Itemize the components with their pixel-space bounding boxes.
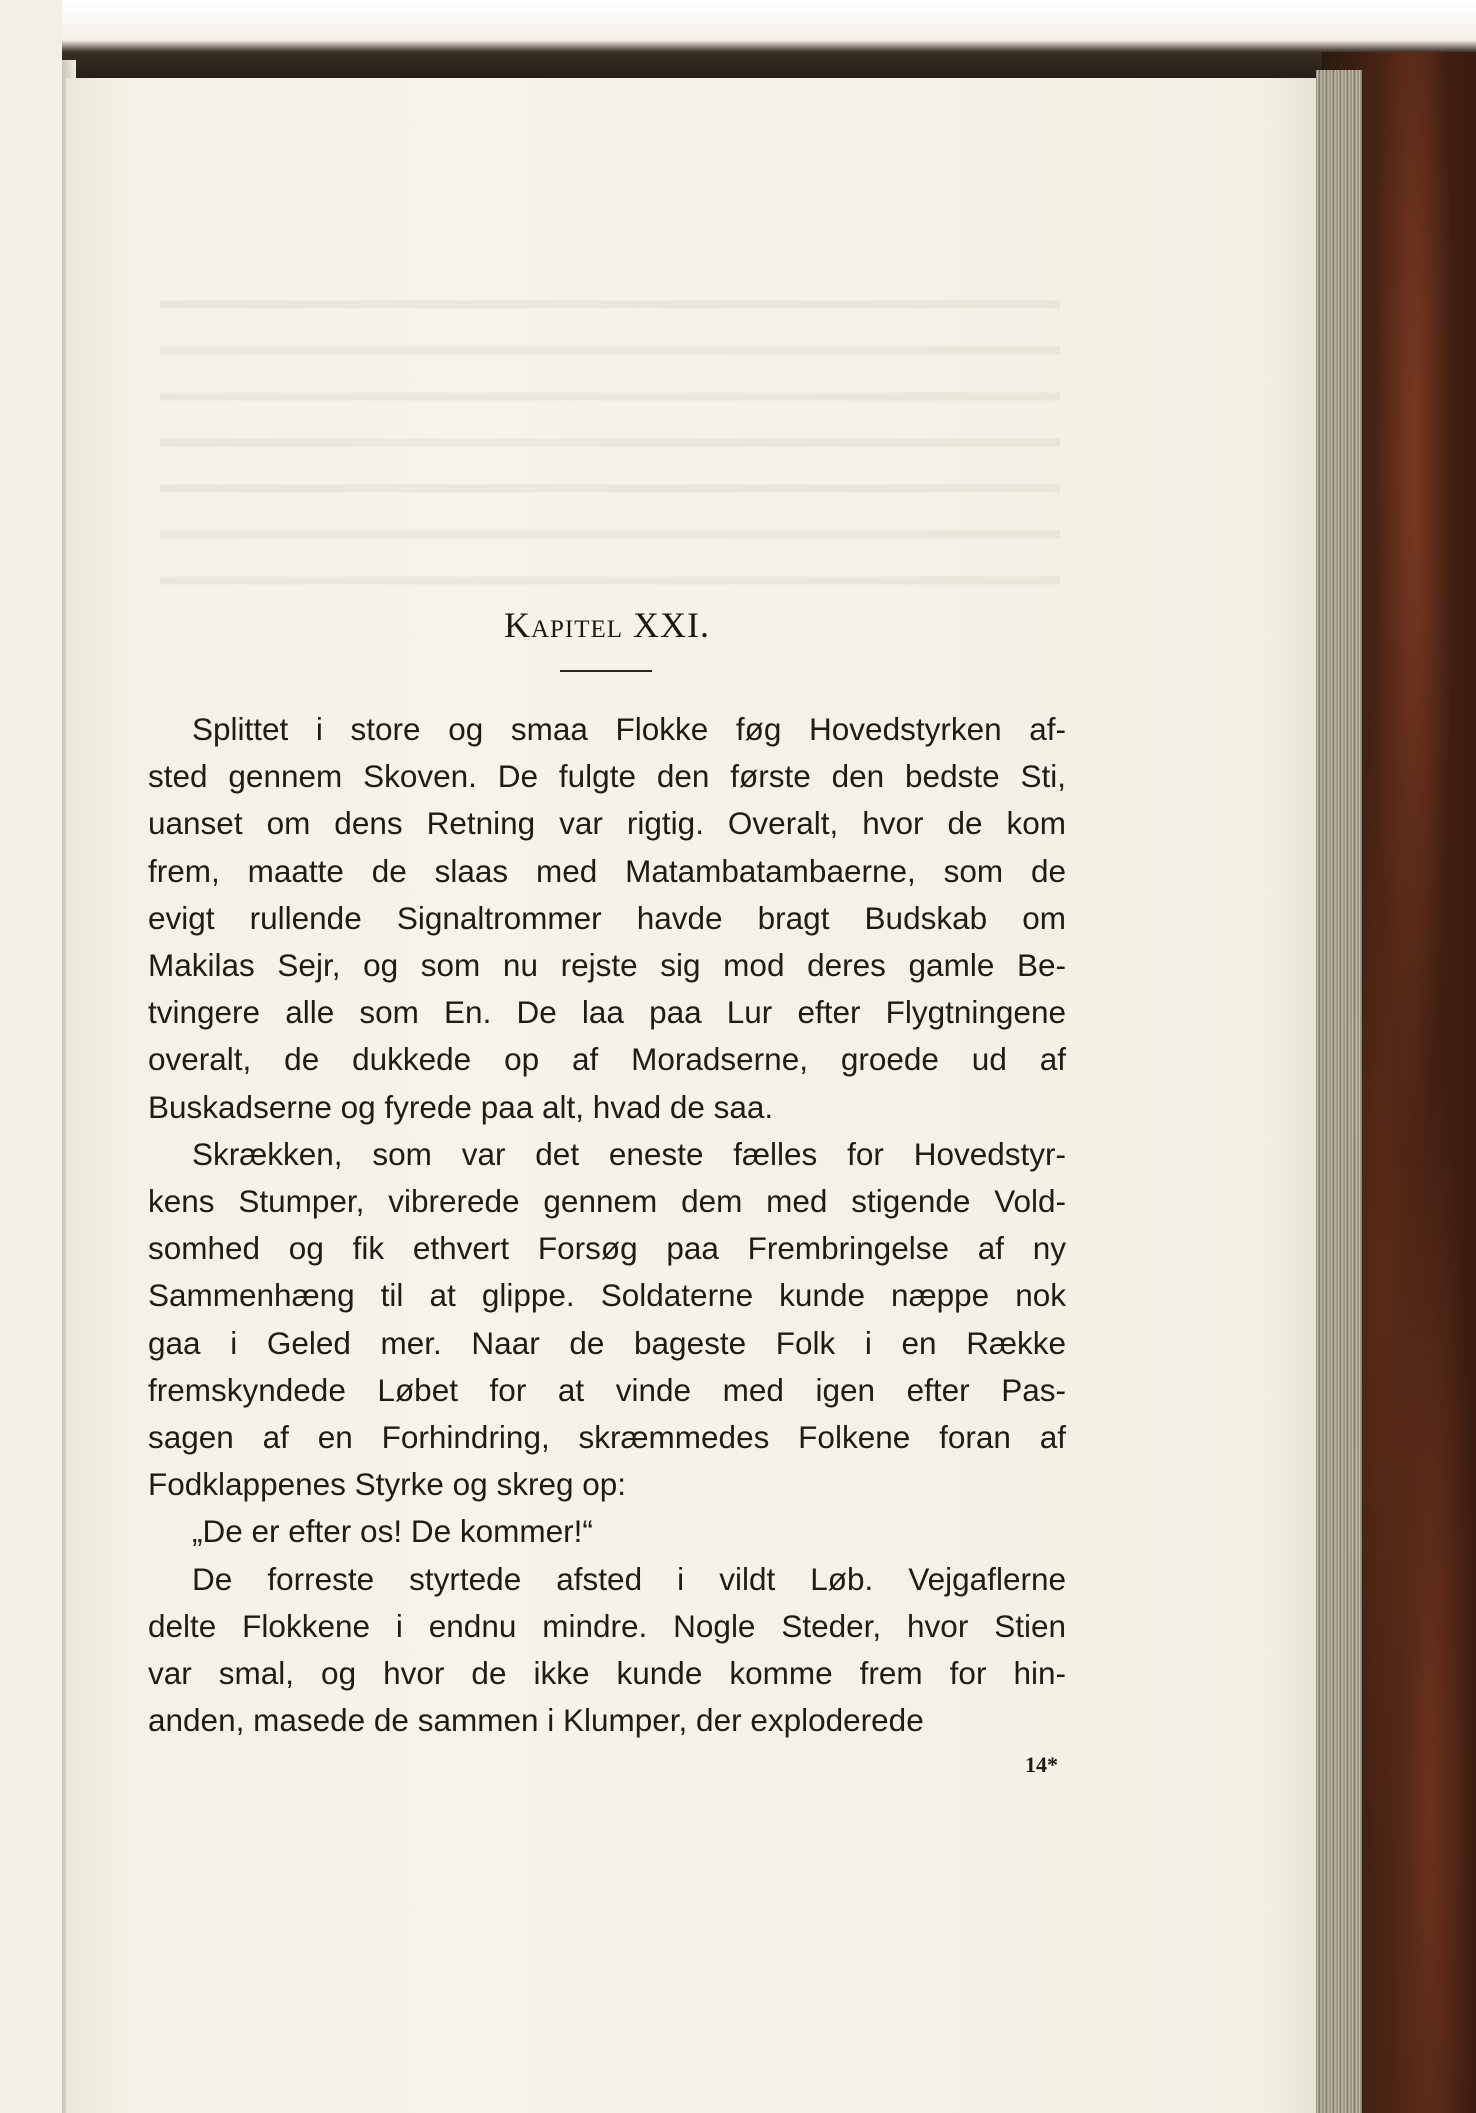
text-line: Fodklappenes Styrke og skreg op: xyxy=(148,1466,627,1503)
text-line: gaa i Geled mer. Naar de bageste Folk i en Række xyxy=(148,1324,1066,1361)
page-edges xyxy=(1316,70,1362,2113)
text-line: Sammenhæng til at glippe. Soldaterne kunde næppe nok xyxy=(148,1277,1066,1314)
text-line: „De er efter os! De kommer!“ xyxy=(192,1513,593,1550)
text-line: frem, maatte de slaas med Matambatambaerne, som de xyxy=(148,852,1066,889)
text-line: sted gennem Skoven. De fulgte den første den bedste Sti, xyxy=(148,758,1066,795)
text-line: tvingere alle som En. De laa paa Lur efter Flygtningene xyxy=(148,994,1066,1031)
text-line: sagen af en Forhindring, skræmmedes Folkene foran af xyxy=(148,1419,1066,1455)
text-line: Splittet i store og smaa Flokke føg Hovedstyrken af- xyxy=(192,711,1066,747)
text-line: uanset om dens Retning var rigtig. Overalt, hvor de kom xyxy=(148,805,1066,842)
text-line: Buskadserne og fyrede paa alt, hvad de saa. xyxy=(148,1088,774,1125)
show-through-text xyxy=(160,270,1060,600)
text-line: kens Stumper, vibrerede gennem dem med stigende Vold- xyxy=(148,1183,1066,1219)
scan-left-margin xyxy=(0,0,62,2113)
heading-rule xyxy=(560,670,652,672)
text-line: De forreste styrtede afsted i vildt Løb. Vejgaflerne xyxy=(192,1560,1066,1597)
text-line: fremskyndede Løbet for at vinde med igen efter Pas- xyxy=(148,1371,1066,1408)
page-number: 14* xyxy=(1025,1752,1058,1777)
chapter-heading: Kapitel XXI. xyxy=(503,605,711,645)
scan-top-edge xyxy=(0,0,1476,82)
text-line: evigt rullende Signaltrommer havde bragt Budskab om xyxy=(148,899,1066,936)
text-line: delte Flokkene i endnu mindre. Nogle Steder, hvor Stien xyxy=(148,1607,1066,1644)
text-line: overalt, de dukkede op af Moradserne, groede ud af xyxy=(148,1041,1066,1078)
text-line: anden, masede de sammen i Klumper, der exploderede xyxy=(148,1702,924,1739)
text-line: var smal, og hvor de ikke kunde komme frem for hin- xyxy=(148,1655,1066,1691)
text-line: somhed og fik ethvert Forsøg paa Frembringelse af ny xyxy=(148,1230,1066,1267)
text-line: Skrækken, som var det eneste fælles for Hovedstyr- xyxy=(192,1135,1066,1172)
text-line: Makilas Sejr, og som nu rejste sig mod deres gamle Be- xyxy=(148,947,1066,983)
